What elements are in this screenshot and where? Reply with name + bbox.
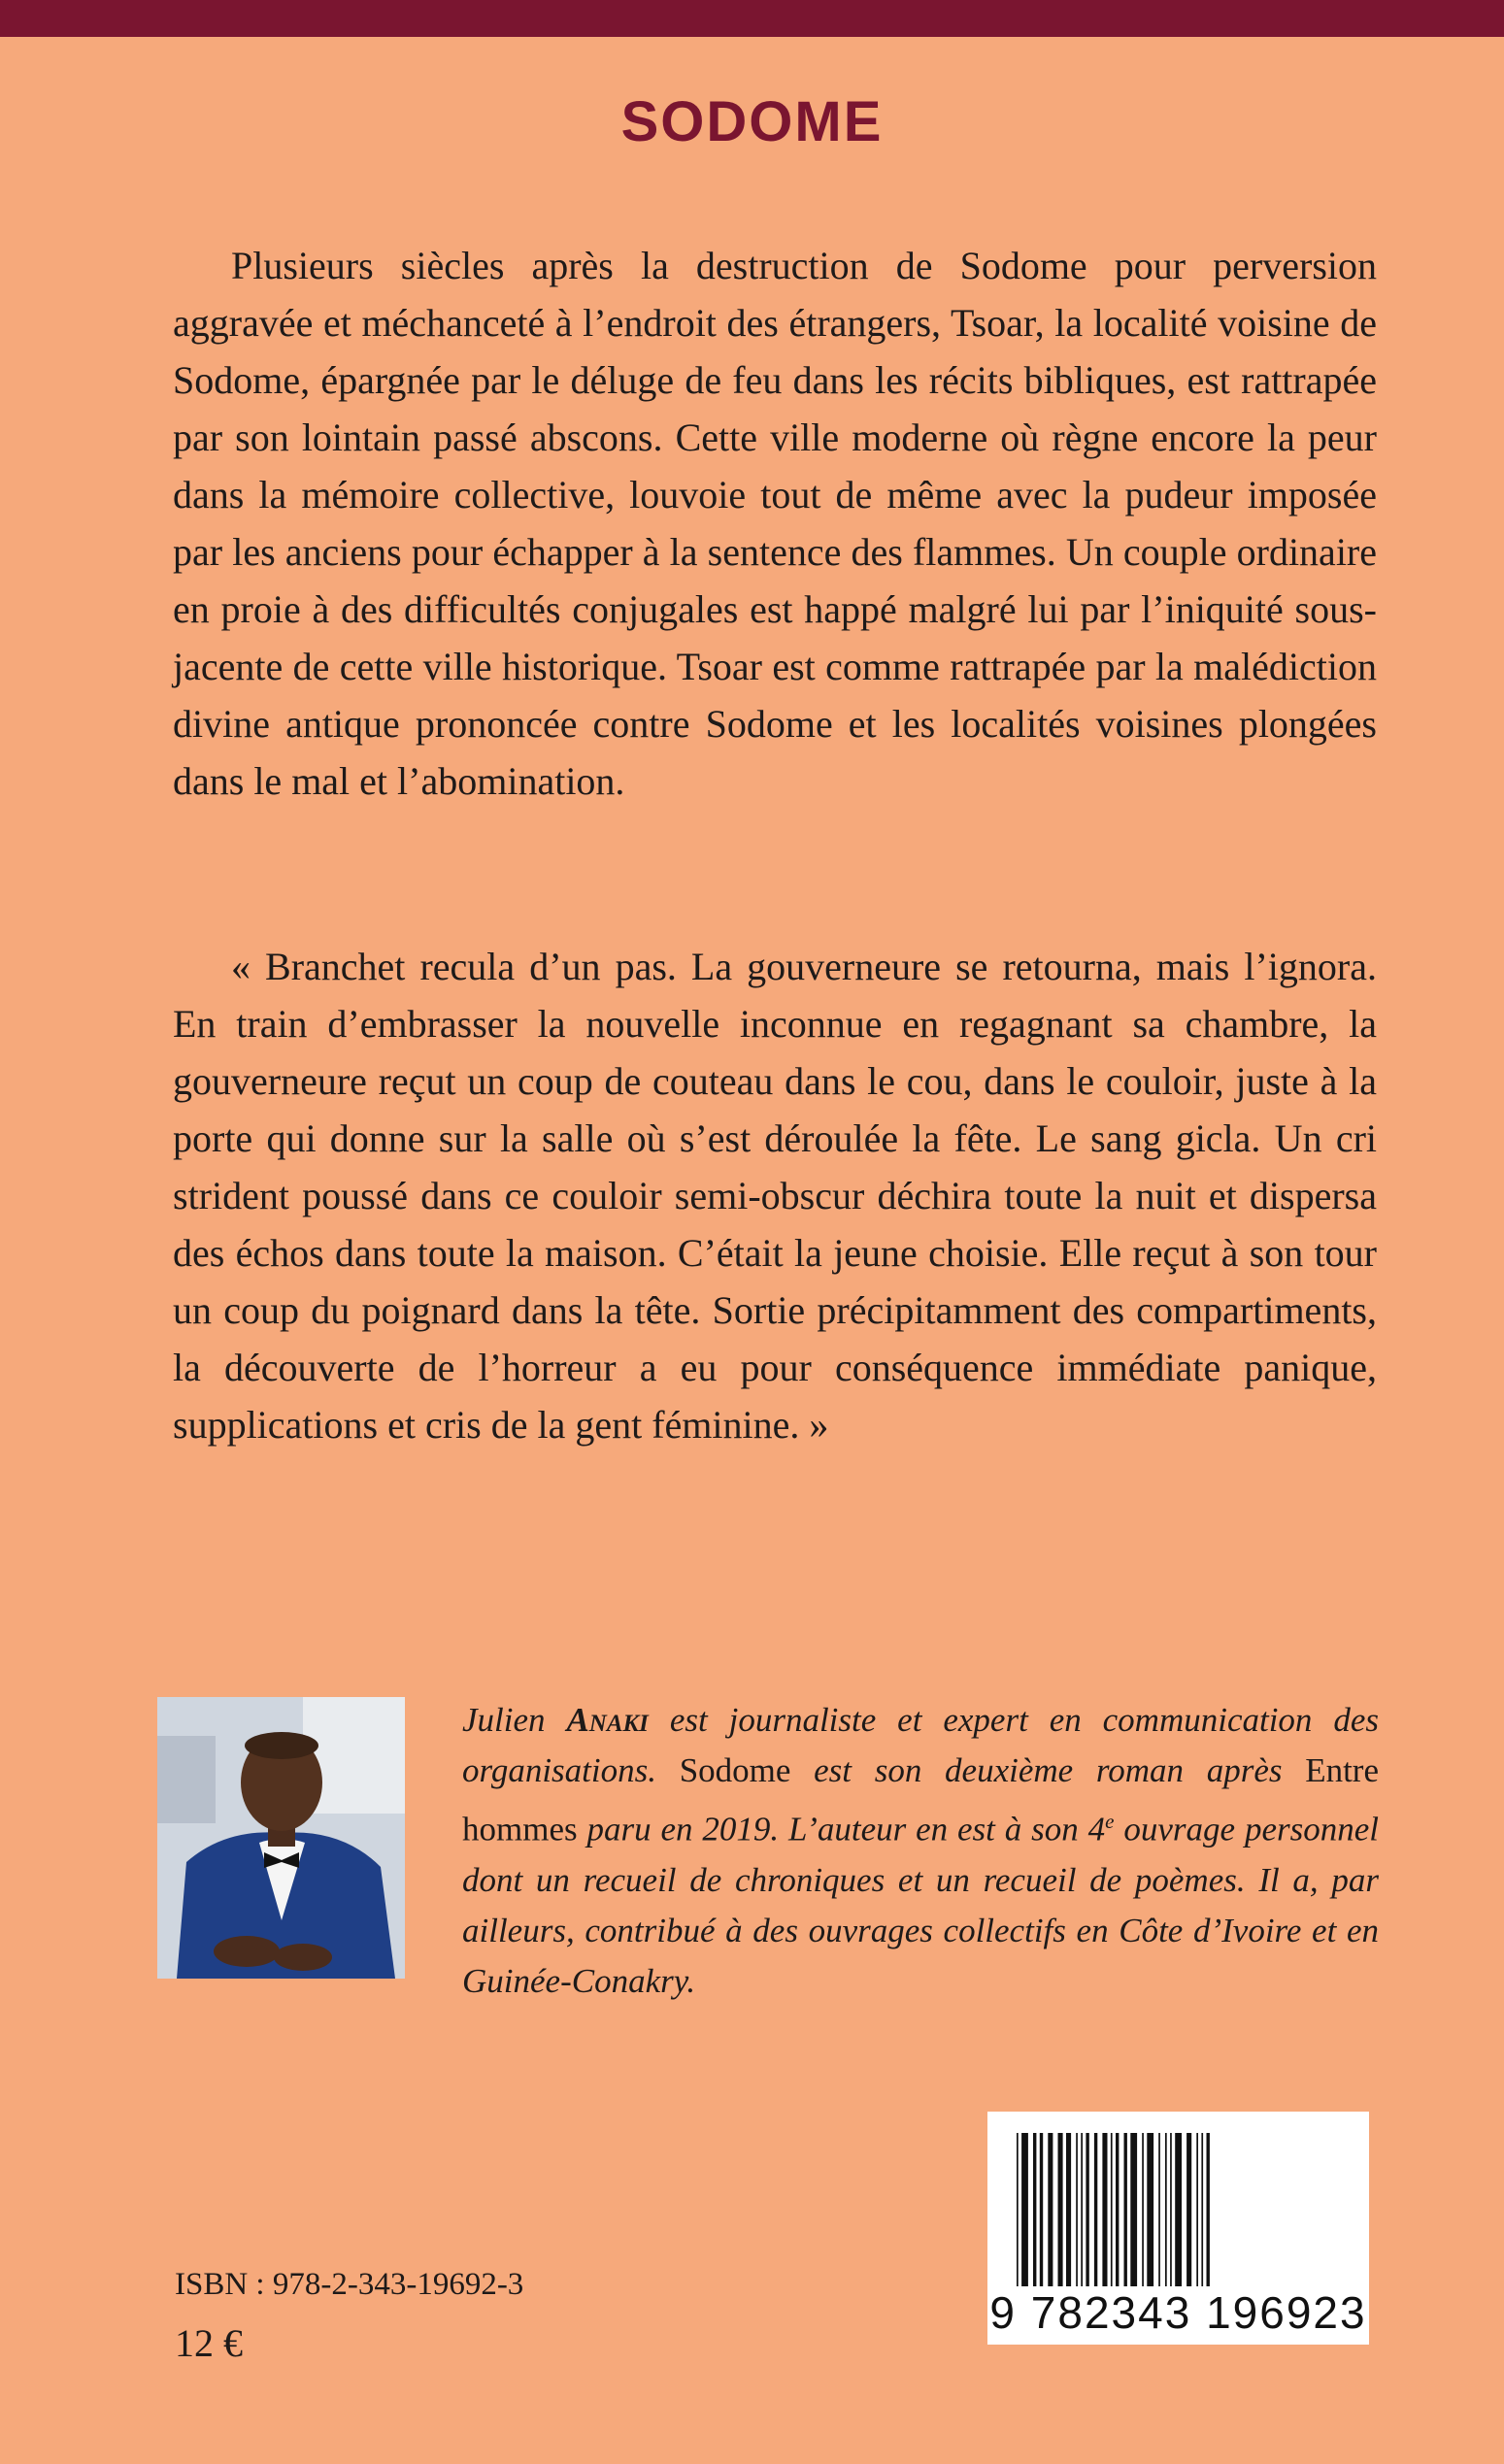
author-first-name: Julien: [462, 1701, 546, 1739]
author-bio-part-1: est journaliste et expert en communication des organisations.: [462, 1701, 1379, 1789]
excerpt-paragraph: « Branchet recula d’un pas. La gouverneure se retourna, mais l’ignora. En train d’embrasser la nouvelle inconnue en regagnant sa chambre, la gouverneure reçut un coup de couteau dans le cou, dans le couloir, juste à la porte qui donne sur la salle où s’est déroulée la fête. Le sang gicla. Un cri strident poussé dans ce couloir semi-obscur déchira toute la nuit et dispersa des échos dans toute la maison. C’était la jeune choisie. Elle reçut à son tour un coup du poignard dans la tête. Sortie précipitamment des compartiments, la découverte de l’horreur a eu pour conséquence immédiate panique, supplications et cris de la gent féminine. »: [173, 945, 1377, 1447]
barcode-bar: [1186, 2133, 1191, 2286]
barcode-bar: [1175, 2133, 1182, 2286]
barcode-bar: [1094, 2133, 1097, 2286]
author-bio: [462, 1695, 1379, 2007]
book-title: SODOME: [620, 90, 884, 153]
bio-book-title: Sodome: [679, 1751, 791, 1789]
barcode-bar: [1124, 2133, 1127, 2286]
barcode-bar: [1033, 2133, 1036, 2286]
price-label: 12 €: [175, 2321, 243, 2365]
author-bio-part-2: est son deuxième roman après: [790, 1751, 1306, 1789]
barcode-bar: [1111, 2133, 1113, 2286]
barcode-bar: [1066, 2133, 1071, 2286]
barcode-bar: [1081, 2133, 1083, 2286]
barcode-bar: [1147, 2133, 1153, 2286]
author-photo: [157, 1697, 405, 1979]
barcode-bar: [1201, 2133, 1203, 2286]
barcode-bar: [1116, 2133, 1119, 2286]
author-bio-part-3: paru en 2019. L’auteur en est à son 4: [577, 1810, 1106, 1848]
barcode-bar: [1165, 2133, 1167, 2286]
bio-superscript: e: [1105, 1810, 1115, 1833]
author-last-name: Anaki: [566, 1701, 649, 1739]
bio-previous-title: Entre hommes: [462, 1751, 1379, 1848]
barcode-bar: [1142, 2133, 1144, 2286]
barcode-bar: [1207, 2133, 1210, 2286]
author-bio-part-4: ouvrage personnel dont un recueil de chroniques et un recueil de poèmes. Il a, par ailleurs, contribué à des ouvrages collectifs en Côte d’Ivoire et en Guinée-Conakry.: [462, 1810, 1379, 2000]
barcode-bar: [1130, 2133, 1137, 2286]
barcode-bar: [1076, 2133, 1078, 2286]
barcode-bar: [1058, 2133, 1063, 2286]
barcode-bar: [1048, 2133, 1053, 2286]
barcode-bar: [1021, 2133, 1028, 2286]
isbn-label: ISBN : 978-2-343-19692-3: [175, 2267, 524, 2302]
synopsis-paragraph: Plusieurs siècles après la destruction de Sodome pour perversion aggravée et méchanceté à l’endroit des étrangers, Tsoar, la localité voisine de Sodome, épargnée par le déluge de feu dans les récits bibliques, est rattrapée par son lointain passé abscons. Cette ville moderne où règne encore la peur dans la mémoire collective, louvoie tout de même avec la pudeur imposée par les anciens pour échapper à la sentence des flammes. Un couple ordinaire en proie à des difficultés conjugales est happé malgré lui par l’iniquité sous-jacente de cette ville historique. Tsoar est comme rattrapée par la malédiction divine antique prononcée contre Sodome et les localités voisines plongées dans le mal et l’abomination.: [173, 244, 1377, 803]
barcode-bar: [1196, 2133, 1198, 2286]
barcode-bar: [1040, 2133, 1043, 2286]
barcode: [987, 2112, 1369, 2345]
barcode-bar: [1170, 2133, 1172, 2286]
barcode-digits: 9 782343 196923: [989, 2287, 1367, 2338]
top-color-band: [0, 0, 1504, 37]
barcode-bar: [1086, 2133, 1088, 2286]
barcode-bar: [1102, 2133, 1107, 2286]
barcode-bar: [1158, 2133, 1160, 2286]
barcode-bar: [1017, 2133, 1019, 2286]
